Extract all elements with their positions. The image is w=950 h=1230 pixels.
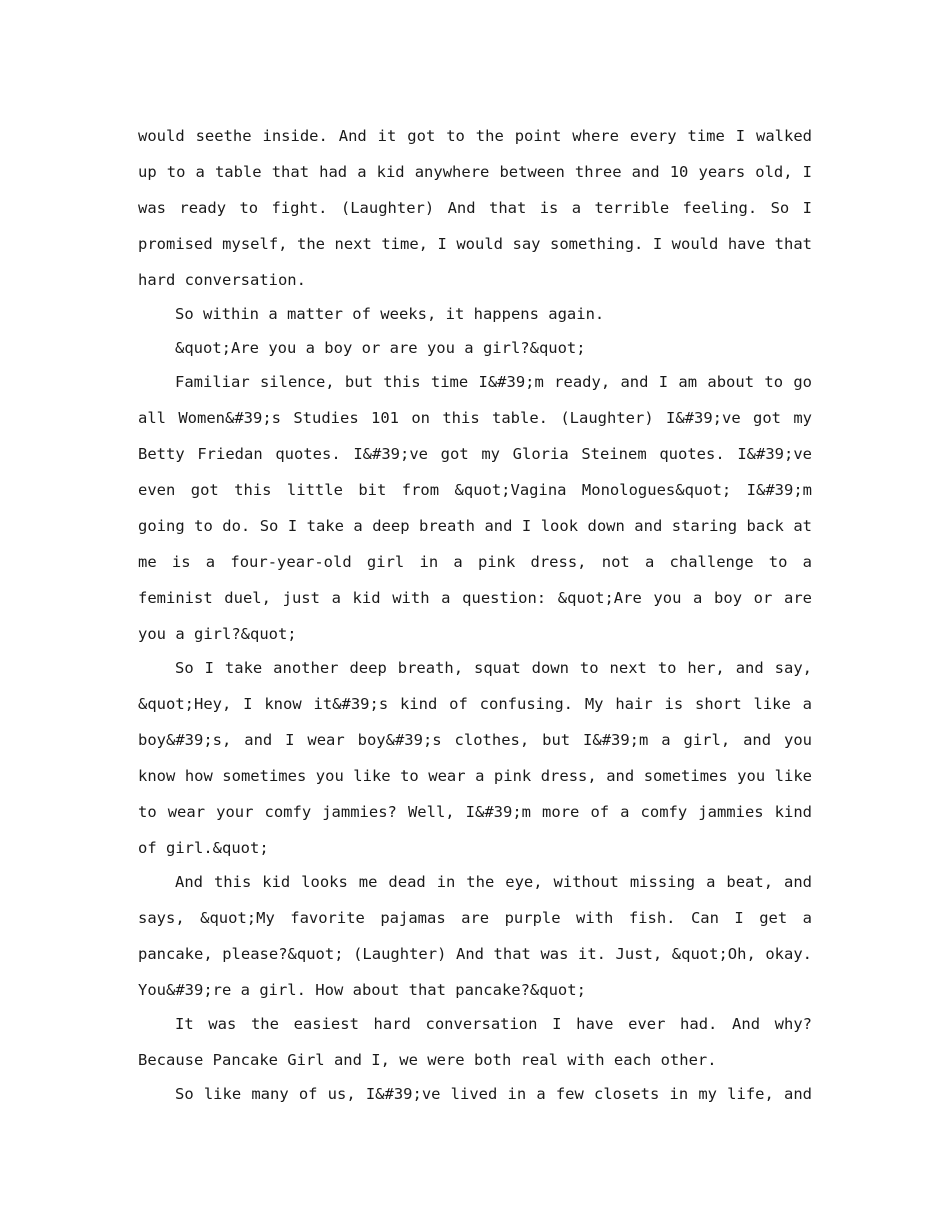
paragraph-8: So like many of us, I&#39;ve lived in a few closets in my life, and [175, 1085, 812, 1103]
paragraph-1: would seethe inside. And it got to the point where every time I walked up to a table that had a kid anywhere between three and 10 years old, I was ready to fight. (Laughter) And that is a terrible feeling. So I promised myself, the next time, I would say something. I would have that hard conversation. [138, 127, 812, 289]
paragraph-2: So within a matter of weeks, it happens again. [175, 305, 605, 323]
document-body [138, 118, 812, 1110]
paragraph-5: So I take another deep breath, squat down to next to her, and say, &quot;Hey, I know it&#39;s kind of confusing. My hair is short like a boy&#39;s, and I wear boy&#39;s clothes, but I&#39;m a girl, and you know how sometimes you like to wear a pink dress, and sometimes you like to wear your comfy jammies? Well, I&#39;m more of a comfy jammies kind of girl.&quot; [138, 659, 812, 857]
paragraph-7: It was the easiest hard conversation I have ever had. And why? Because Pancake Girl and I, we were both real with each other. [138, 1015, 812, 1069]
paragraph-4: Familiar silence, but this time I&#39;m ready, and I am about to go all Women&#39;s Studies 101 on this table. (Laughter) I&#39;ve got my Betty Friedan quotes. I&#39;ve got my Gloria Steinem quotes. I&#39;ve even got this little bit from &quot;Vagina Monologues&quot; I&#39;m going to do. So I take a deep breath and I look down and staring back at me is a four-year-old girl in a pink dress, not a challenge to a feminist duel, just a kid with a question: &quot;Are you a boy or are you a girl?&quot; [138, 373, 812, 643]
paragraph-6: And this kid looks me dead in the eye, without missing a beat, and says, &quot;My favorite pajamas are purple with fish. Can I get a pancake, please?&quot; (Laughter) And that was it. Just, &quot;Oh, okay. You&#39;re a girl. How about that pancake?&quot; [138, 873, 812, 999]
paragraph-3: &quot;Are you a boy or are you a girl?&quot; [175, 339, 586, 357]
